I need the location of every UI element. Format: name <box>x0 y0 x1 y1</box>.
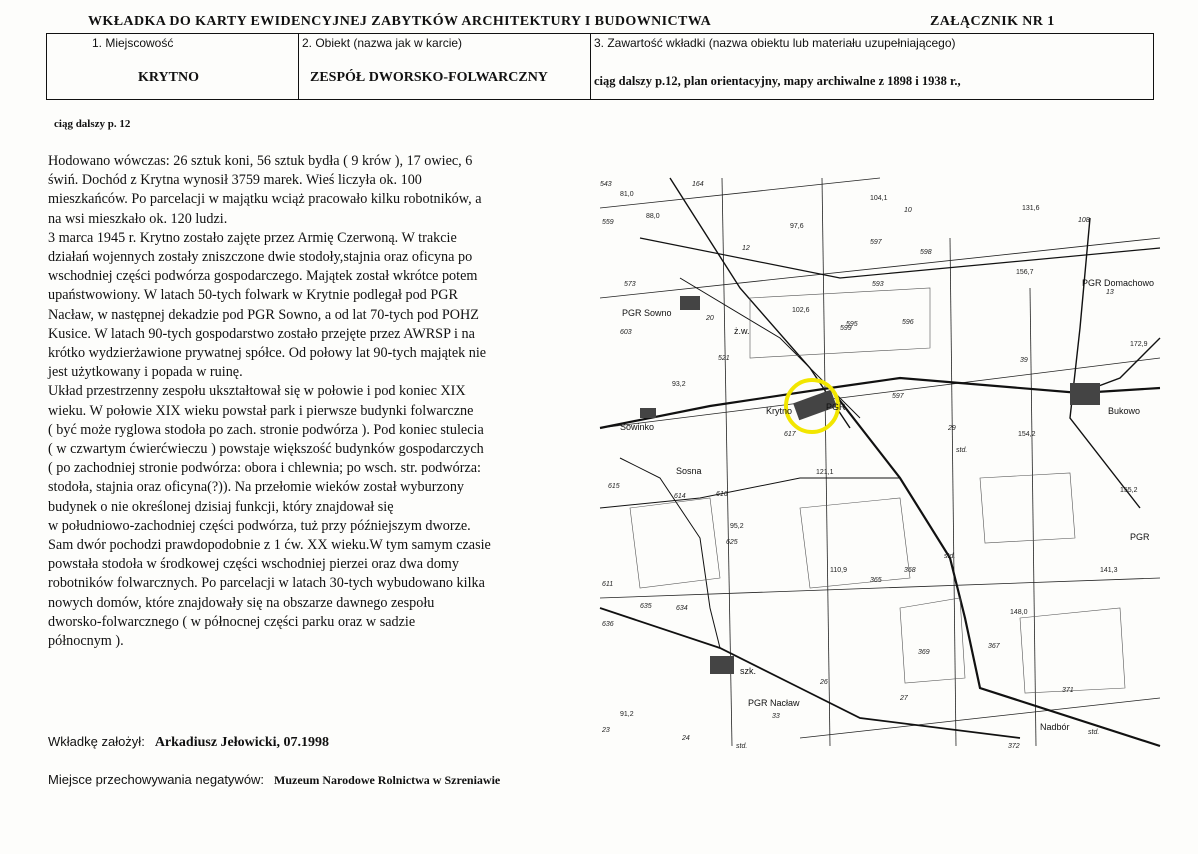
attachment-number: ZAŁĄCZNIK NR 1 <box>930 14 1055 29</box>
place-krytno: Krytno <box>766 406 793 416</box>
svg-text:141,3: 141,3 <box>1100 567 1118 574</box>
svg-text:614: 614 <box>674 493 686 500</box>
svg-text:372: 372 <box>1008 743 1020 750</box>
place-nadbor: Nadbór <box>1040 722 1070 732</box>
svg-text:611: 611 <box>602 581 614 588</box>
svg-text:12: 12 <box>742 245 750 252</box>
svg-text:603: 603 <box>620 329 632 336</box>
author-label: Wkładkę założył: <box>48 734 145 749</box>
locality-value: KRYTNO <box>138 70 199 85</box>
svg-text:597: 597 <box>892 393 904 400</box>
svg-text:27: 27 <box>900 695 908 702</box>
svg-text:634: 634 <box>676 605 688 612</box>
svg-text:573: 573 <box>624 281 636 288</box>
place-pgr-east: PGR <box>1130 532 1150 542</box>
svg-text:88,0: 88,0 <box>646 213 660 220</box>
svg-text:131,6: 131,6 <box>1022 205 1040 212</box>
header-top-rule <box>46 33 1154 34</box>
header-left-border <box>46 33 47 100</box>
place-bukowo: Bukowo <box>1108 406 1141 416</box>
svg-text:636: 636 <box>602 621 614 628</box>
svg-text:39: 39 <box>1020 357 1028 364</box>
svg-text:369: 369 <box>918 649 930 656</box>
svg-text:615: 615 <box>608 483 620 490</box>
orientation-map <box>600 178 1160 750</box>
svg-text:95,2: 95,2 <box>730 523 744 530</box>
place-sosna: Sosna <box>676 466 702 476</box>
author-row <box>48 733 329 751</box>
svg-text:365: 365 <box>870 577 882 584</box>
svg-text:10: 10 <box>904 207 912 214</box>
svg-text:33: 33 <box>772 713 780 720</box>
place-sowinko: Sowinko <box>620 422 655 432</box>
svg-text:616: 616 <box>716 491 728 498</box>
storage-value: Muzeum Narodowe Rolnictwa w Szreniawie <box>274 773 501 787</box>
place-pgr-naclaw: PGR Nacław <box>748 698 800 708</box>
svg-text:93,2: 93,2 <box>672 381 686 388</box>
map-background <box>600 178 1160 746</box>
svg-text:104,1: 104,1 <box>870 195 888 202</box>
storage-label: Miejsce przechowywania negatywów: <box>48 772 265 787</box>
svg-text:97,6: 97,6 <box>790 223 804 230</box>
svg-text:121,1: 121,1 <box>816 469 834 476</box>
author-value: Arkadiusz Jełowicki, 07.1998 <box>154 735 330 750</box>
locality-label: 1. Miejscowość <box>92 36 174 50</box>
svg-text:625: 625 <box>726 539 738 546</box>
header-right-border <box>1153 33 1154 100</box>
svg-text:617: 617 <box>784 431 796 438</box>
svg-text:156,7: 156,7 <box>1016 269 1034 276</box>
svg-text:371: 371 <box>1062 687 1074 694</box>
svg-text:599: 599 <box>840 325 852 332</box>
svg-text:29: 29 <box>948 425 956 432</box>
svg-text:597: 597 <box>870 239 882 246</box>
svg-text:521: 521 <box>718 355 730 362</box>
place-pgr-domachowo: PGR Domachowo <box>1082 278 1155 288</box>
svg-text:81,0: 81,0 <box>620 191 634 198</box>
svg-text:std.: std. <box>736 743 748 750</box>
form-title: WKŁADKA DO KARTY EWIDENCYJNEJ ZABYTKÓW ARCHITEKTURY I BUDOWNICTWA <box>88 14 712 29</box>
header-bottom-rule <box>46 99 1154 100</box>
svg-text:154,2: 154,2 <box>1018 431 1036 438</box>
body-text: Hodowano wówczas: 26 sztuk koni, 56 sztuk bydła ( 9 krów ), 17 owiec, 6 świń. Dochód z Krytna wynosił 3759 marek. Wieś liczyła ok. 100 mieszkańców. Po parcelacji w majątku wciąż pracowało kilku robotników, a na wsi mieszkało ok. 120 ludzi. 3 marca 1945 r. Krytno zostało zajęte przez Armię Czerwoną. W trakcie działań wojennych zostały zniszczone dwie stodoły,stajnia oraz oficyna po wschodniej części podwórza gospodarczego. Majątek został wkrótce potem upaństwowiony. W latach 50-tych folwark w Krytnie podlegał pod PGR Nacław, w następnej dekadzie pod PGR Sowno, a od lat 70-tych pod POHZ Kusice. W latach 90-tych gospodarstwo zostało przejęte przez AWRSP i na krótko wydzierżawione prywatnej spółce. Od połowy lat 90-tych majątek nie jest użytkowany i popada w ruinę. Układ przestrzenny zespołu ukształtował się w połowie i pod koniec XIX wieku. W połowie XIX wieku powstał park i pierwsze budynki folwarczne ( być może ryglowa stodoła po zach. stronie podwórza ). Pod koniec stulecia ( w czwartym ćwierćwieczu ) powstaje większość budynków gospodarczych ( po zachodniej stronie podwórza: obora i chlewnia; po wsch. str. podwórza: stodoła, stajnia oraz oficyna(?)). Na przełomie wieków został wyburzony budynek o nie określonej dzisiaj funkcji, który znajdował się w południowo-zachodniej części podwórza, tuż przy późniejszym dworze. Sam dwór pochodzi prawdopodobnie z 1 ćw. XX wieku.W tym samym czasie powstała stodoła w środkowej części wschodniej pierzei oraz dwa domy robotników folwarcznych. Po parcelacji w latach 30-tych wybudowano kilka nowych domów, które znajdowały się na obszarze dawnego zespołu dworsko-folwarcznego ( w północnej części parku oraz w sadzie północnym ). <box>48 153 491 650</box>
svg-text:155,2: 155,2 <box>1120 487 1138 494</box>
svg-text:91,2: 91,2 <box>620 711 634 718</box>
svg-text:110,9: 110,9 <box>830 567 847 574</box>
svg-text:172,9: 172,9 <box>1130 341 1148 348</box>
svg-text:24: 24 <box>682 735 690 742</box>
svg-text:367: 367 <box>988 643 1000 650</box>
content-value: ciąg dalszy p.12, plan orientacyjny, mapy archiwalne z 1898 i 1938 r., <box>594 74 961 88</box>
svg-text:std.: std. <box>956 447 968 454</box>
svg-text:108: 108 <box>1078 217 1090 224</box>
svg-text:368: 368 <box>904 567 916 574</box>
place-pgr-sowno: PGR Sowno <box>622 308 672 318</box>
header-divider-1 <box>298 33 299 100</box>
header-divider-2 <box>590 33 591 100</box>
svg-text:std.: std. <box>944 553 956 560</box>
storage-row <box>48 771 500 789</box>
svg-text:593: 593 <box>872 281 884 288</box>
object-label: 2. Obiekt (nazwa jak w karcie) <box>302 36 463 50</box>
svg-text:635: 635 <box>640 603 652 610</box>
svg-text:13: 13 <box>1106 289 1114 296</box>
svg-text:164: 164 <box>692 181 704 188</box>
svg-text:std.: std. <box>1088 729 1100 736</box>
content-label: 3. Zawartość wkładki (nazwa obiektu lub materiału uzupełniającego) <box>594 36 956 50</box>
svg-text:543: 543 <box>600 181 612 188</box>
svg-text:596: 596 <box>902 319 914 326</box>
svg-text:595: 595 <box>846 321 858 328</box>
svg-text:102,6: 102,6 <box>792 307 810 314</box>
object-value: ZESPÓŁ DWORSKO-FOLWARCZNY <box>310 70 548 85</box>
svg-text:148,0: 148,0 <box>1010 609 1028 616</box>
place-zw: ż.w. <box>734 326 750 336</box>
svg-text:559: 559 <box>602 219 614 226</box>
place-pgr-krytno: PGR <box>826 402 846 412</box>
svg-text:20: 20 <box>706 315 714 322</box>
continuation-note: ciąg dalszy p. 12 <box>54 118 131 130</box>
svg-text:23: 23 <box>602 727 610 734</box>
svg-text:26: 26 <box>820 679 828 686</box>
place-szk: szk. <box>740 666 757 676</box>
svg-text:598: 598 <box>920 249 932 256</box>
